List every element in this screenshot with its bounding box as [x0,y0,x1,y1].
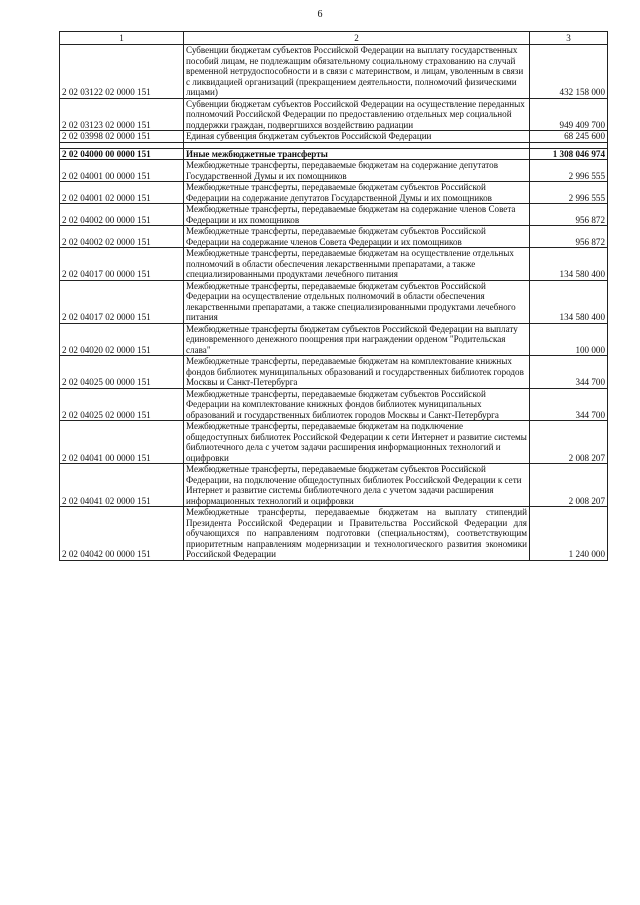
row-amount: 134 580 400 [530,248,608,281]
row-amount: 68 245 600 [530,131,608,143]
row-description: Межбюджетные трансферты, передаваемые бюджетам на осуществление отдельных полномочий в области обеспечения лекарственными препаратами, а также специализированными продуктами лечебного питания [184,248,530,281]
row-code: 2 02 03998 02 0000 151 [60,131,184,143]
row-code: 2 02 04001 02 0000 151 [60,182,184,204]
table-row [60,98,608,131]
row-description: Межбюджетные трансферты, передаваемые бюджетам субъектов Российской Федерации на содержание членов Совета Федерации и их помощников [184,226,530,248]
table-row [60,182,608,204]
row-code: 2 02 03122 02 0000 151 [60,45,184,99]
table-row [60,356,608,389]
row-amount: 100 000 [530,323,608,356]
column-header-3: 3 [530,32,608,45]
budget-table [59,31,608,561]
row-amount: 2 996 555 [530,182,608,204]
row-code: 2 02 03123 02 0000 151 [60,98,184,131]
row-code: 2 02 04042 00 0000 151 [60,507,184,561]
table-row [60,323,608,356]
row-code: 2 02 04025 02 0000 151 [60,388,184,421]
table-row [60,248,608,281]
row-description: Межбюджетные трансферты, передаваемые бюджетам на выплату стипендий Президента Российской Федерации и Правительства Российской Федерации для обучающихся по направлениям подготовки (специальностям), соответствующим приоритетным направлениям модернизации и технологического развития экономики Российской Федерации [184,507,530,561]
row-code: 2 02 04000 00 0000 151 [60,148,184,160]
column-header-2: 2 [184,32,530,45]
row-code: 2 02 04002 00 0000 151 [60,204,184,226]
table-row [60,280,608,323]
row-amount: 432 158 000 [530,45,608,99]
row-amount: 134 580 400 [530,280,608,323]
table-header-row [60,32,608,45]
table-row [60,204,608,226]
table-row [60,507,608,561]
row-description: Единая субвенция бюджетам субъектов Российской Федерации [184,131,530,143]
table-row [60,45,608,99]
row-code: 2 02 04041 00 0000 151 [60,421,184,464]
row-code: 2 02 04001 00 0000 151 [60,160,184,182]
row-code: 2 02 04041 02 0000 151 [60,464,184,507]
row-code: 2 02 04020 02 0000 151 [60,323,184,356]
table-row-section-total [60,148,608,160]
table-row [60,160,608,182]
row-description: Субвенции бюджетам субъектов Российской Федерации на выплату государственных пособий лицам, не подлежащим обязательному социальному страхованию на случай временной нетрудоспособности и в связи с материнством, и лицам, уволенным в связи с ликвидацией организаций (прекращением деятельности, полномочий физическими лицами) [184,45,530,99]
column-header-1: 1 [60,32,184,45]
row-amount: 344 700 [530,356,608,389]
row-code: 2 02 04025 00 0000 151 [60,356,184,389]
row-description: Межбюджетные трансферты, передаваемые бюджетам на подключение общедоступных библиотек Российской Федерации к сети Интернет и развитие системы библиотечного дела с учетом задачи расширения информационных технологий и оцифровки [184,421,530,464]
row-amount: 344 700 [530,388,608,421]
row-description: Межбюджетные трансферты, передаваемые бюджетам субъектов Российской Федерации, на подключение общедоступных библиотек Российской Федерации к сети Интернет и развитие системы библиотечного дела с учетом задачи расширения информационных технологий и оцифровки [184,464,530,507]
row-description: Иные межбюджетные трансферты [184,148,530,160]
row-description: Межбюджетные трансферты, передаваемые бюджетам субъектов Российской Федерации на осуществление отдельных полномочий в области обеспечения лекарственными препаратами, а также специализированными продуктами лечебного питания [184,280,530,323]
row-amount: 2 008 207 [530,464,608,507]
row-amount: 1 240 000 [530,507,608,561]
row-description: Межбюджетные трансферты, передаваемые бюджетам на содержание членов Совета Федерации и их помощников [184,204,530,226]
page-number: 6 [317,9,323,20]
row-description: Межбюджетные трансферты бюджетам субъектов Российской Федерации на выплату единовременного денежного поощрения при награждении орденом "Родительская слава" [184,323,530,356]
table-row [60,226,608,248]
row-code: 2 02 04017 00 0000 151 [60,248,184,281]
row-description: Межбюджетные трансферты, передаваемые бюджетам на комплектование книжных фондов библиотек муниципальных образований и государственных библиотек городов Москвы и Санкт-Петербурга [184,356,530,389]
row-amount: 2 996 555 [530,160,608,182]
row-amount: 956 872 [530,226,608,248]
table-row [60,131,608,143]
row-description: Субвенции бюджетам субъектов Российской Федерации на осуществление переданных полномочий Российской Федерации по предоставлению отдельных мер социальной поддержки граждан, подвергшихся воздействию радиации [184,98,530,131]
table-row [60,388,608,421]
row-amount: 1 308 046 974 [530,148,608,160]
row-code: 2 02 04002 02 0000 151 [60,226,184,248]
row-code: 2 02 04017 02 0000 151 [60,280,184,323]
row-amount: 2 008 207 [530,421,608,464]
table-row [60,464,608,507]
row-description: Межбюджетные трансферты, передаваемые бюджетам субъектов Российской Федерации на содержание депутатов Государственной Думы и их помощников [184,182,530,204]
row-description: Межбюджетные трансферты, передаваемые бюджетам субъектов Российской Федерации на комплектование книжных фондов библиотек муниципальных образований и государственных библиотек городов Москвы и Санкт-Петербурга [184,388,530,421]
row-amount: 956 872 [530,204,608,226]
table-row [60,421,608,464]
row-description: Межбюджетные трансферты, передаваемые бюджетам на содержание депутатов Государственной Думы и их помощников [184,160,530,182]
row-amount: 949 409 700 [530,98,608,131]
